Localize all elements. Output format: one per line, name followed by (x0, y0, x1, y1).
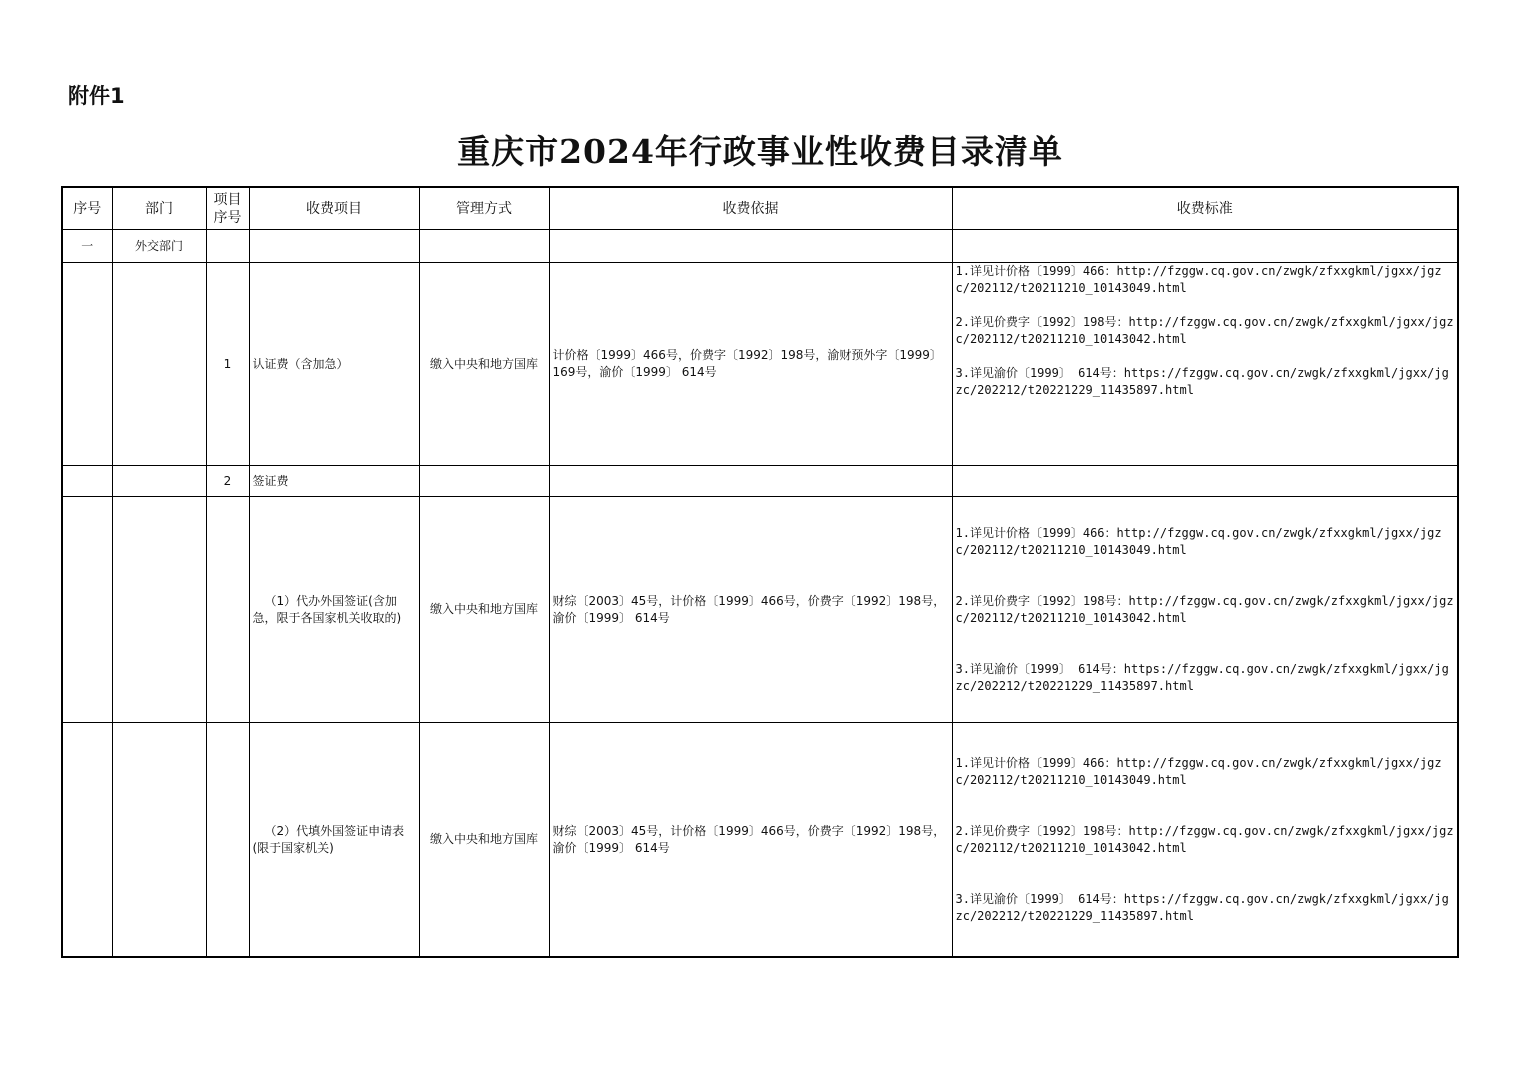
cell-mgmt: 缴入中央和地方国库 (419, 723, 549, 958)
cell-mgmt: 缴入中央和地方国库 (419, 497, 549, 723)
standard-ref: 3.详见渝价〔1999〕 614号：https://fzggw.cq.gov.cn/zwgk/zfxxgkml/jgxx/jgzc/202212/t20221229_11435897.html (955, 891, 1449, 923)
cell-basis (549, 230, 952, 263)
standard-ref: 1.详见计价格〔1999〕466：http://fzggw.cq.gov.cn/zwgk/zfxxgkml/jgxx/jgzc/202112/t20211210_10143049.html (955, 264, 1442, 295)
cell-item-no: 2 (206, 466, 249, 497)
col-header-dept: 部门 (112, 187, 206, 230)
cell-dept (112, 263, 206, 466)
cell-basis: 财综〔2003〕45号，计价格〔1999〕466号，价费字〔1992〕198号，渝价〔1999〕 614号 (549, 497, 952, 723)
cell-mgmt (419, 230, 549, 263)
cell-item-no (206, 230, 249, 263)
cell-dept (112, 466, 206, 497)
cell-item: 签证费 (249, 466, 419, 497)
cell-seq (62, 497, 112, 723)
cell-item: （1）代办外国签证(含加急，限于各国家机关收取的) (249, 497, 419, 723)
standard-ref: 1.详见计价格〔1999〕466：http://fzggw.cq.gov.cn/zwgk/zfxxgkml/jgxx/jgzc/202112/t20211210_10143049.html (955, 755, 1442, 787)
cell-mgmt: 缴入中央和地方国库 (419, 263, 549, 466)
col-header-item-no: 项目 序号 (206, 187, 249, 230)
cell-standard (952, 723, 1458, 958)
table-row (62, 723, 1458, 958)
cell-basis (549, 466, 952, 497)
cell-standard (952, 263, 1458, 466)
standard-ref: 3.详见渝价〔1999〕 614号：https://fzggw.cq.gov.cn/zwgk/zfxxgkml/jgxx/jgzc/202212/t20221229_11435897.html (955, 366, 1449, 397)
cell-basis: 计价格〔1999〕466号，价费字〔1992〕198号，渝财预外字〔1999〕169号，渝价〔1999〕 614号 (549, 263, 952, 466)
cell-item-no (206, 497, 249, 723)
standard-ref: 1.详见计价格〔1999〕466：http://fzggw.cq.gov.cn/zwgk/zfxxgkml/jgxx/jgzc/202112/t20211210_10143049.html (955, 525, 1442, 557)
table-header-row (62, 187, 1458, 230)
cell-item: 认证费（含加急） (249, 263, 419, 466)
page-title: 重庆市2024年行政事业性收费目录清单 (457, 132, 1063, 171)
col-header-basis: 收费依据 (549, 187, 952, 230)
cell-seq (62, 263, 112, 466)
cell-item (249, 230, 419, 263)
cell-standard (952, 497, 1458, 723)
standard-ref: 2.详见价费字〔1992〕198号：http://fzggw.cq.gov.cn/zwgk/zfxxgkml/jgxx/jgzc/202112/t20211210_10143042.html (955, 823, 1454, 855)
standard-ref: 2.详见价费字〔1992〕198号：http://fzggw.cq.gov.cn/zwgk/zfxxgkml/jgxx/jgzc/202112/t20211210_10143042.html (955, 315, 1454, 346)
cell-seq (62, 466, 112, 497)
fee-table (61, 186, 1459, 958)
cell-seq: 一 (62, 230, 112, 263)
cell-seq (62, 723, 112, 958)
table-row (62, 466, 1458, 497)
cell-dept (112, 497, 206, 723)
table-row (62, 497, 1458, 723)
annex-label: 附件1 (68, 84, 125, 108)
cell-mgmt (419, 466, 549, 497)
cell-item: （2）代填外国签证申请表(限于国家机关) (249, 723, 419, 958)
cell-dept (112, 723, 206, 958)
cell-standard (952, 466, 1458, 497)
cell-item-no (206, 723, 249, 958)
cell-item-no: 1 (206, 263, 249, 466)
col-header-item: 收费项目 (249, 187, 419, 230)
col-header-seq: 序号 (62, 187, 112, 230)
col-header-standard: 收费标准 (952, 187, 1458, 230)
cell-dept: 外交部门 (112, 230, 206, 263)
standard-ref: 2.详见价费字〔1992〕198号：http://fzggw.cq.gov.cn/zwgk/zfxxgkml/jgxx/jgzc/202112/t20211210_10143042.html (955, 593, 1454, 625)
table-row (62, 230, 1458, 263)
col-header-mgmt: 管理方式 (419, 187, 549, 230)
cell-standard (952, 230, 1458, 263)
table-row (62, 263, 1458, 466)
cell-basis: 财综〔2003〕45号，计价格〔1999〕466号，价费字〔1992〕198号，渝价〔1999〕 614号 (549, 723, 952, 958)
standard-ref: 3.详见渝价〔1999〕 614号：https://fzggw.cq.gov.cn/zwgk/zfxxgkml/jgxx/jgzc/202212/t20221229_11435897.html (955, 661, 1449, 693)
